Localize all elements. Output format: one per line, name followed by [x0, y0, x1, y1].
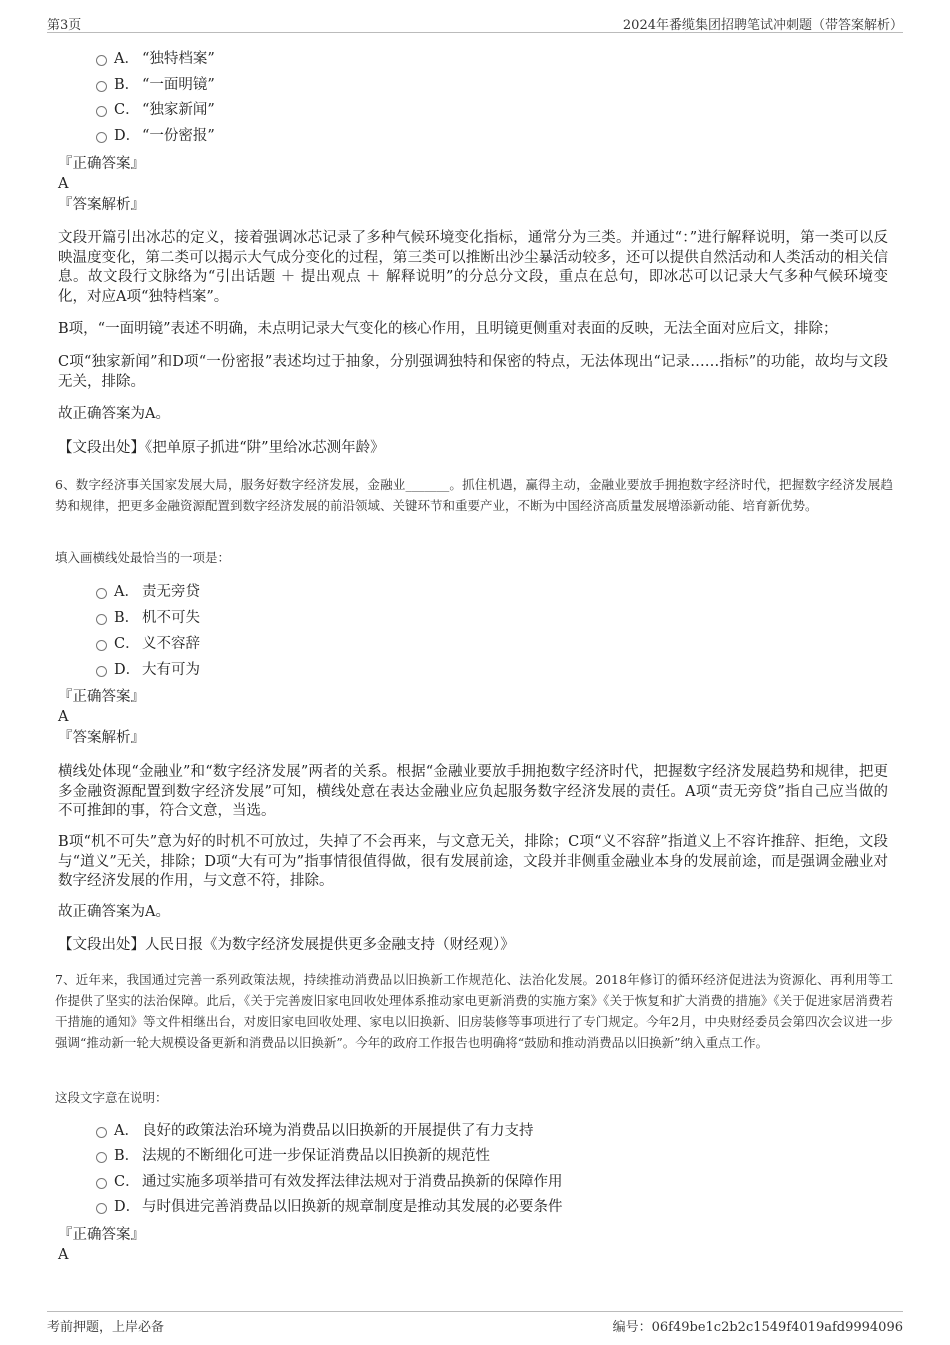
document-title: 2024年番缆集团招聘笔试冲刺题（带答案解析）	[622, 18, 903, 33]
radio-icon[interactable]	[96, 81, 107, 92]
q6-analysis-paragraph: 横线处体现“金融业”和“数字经济发展”两者的关系。根据“金融业要放手拥抱数字经济时代，把握数字经济发展趋势和规律，把更多金融资源配置到数字经济发展”可知，横线处意在表达金融业应负起服务数字经济发展的责任。A项“责无旁贷”指自己应当做的不可推卸的事，符合文意，当选。	[58, 764, 888, 819]
radio-icon[interactable]	[96, 588, 107, 599]
q5-source: 【文段出处】《把单原子抓进“阱”里给冰芯测年龄》	[58, 440, 385, 456]
q7-option-b[interactable]: B． 法规的不断细化可进一步保证消费品以旧换新的规范性	[96, 1146, 490, 1166]
q5-option-a[interactable]: A． “独特档案”	[96, 49, 215, 69]
page-footer	[47, 1311, 903, 1334]
q6-option-b[interactable]: B． 机不可失	[96, 608, 200, 628]
q6-option-d[interactable]: D． 大有可为	[96, 660, 200, 680]
q7-answer-label: 『正确答案』	[58, 1227, 145, 1243]
q6-answer: A	[58, 709, 69, 725]
q5-option-d[interactable]: D． “一份密报”	[96, 126, 215, 146]
q7-answer: A	[58, 1247, 69, 1263]
q6-option-c[interactable]: C． 义不容辞	[96, 634, 200, 654]
radio-icon[interactable]	[96, 666, 107, 677]
q7-option-c[interactable]: C． 通过实施多项举措可有效发挥法律法规对于消费品换新的保障作用	[96, 1172, 563, 1192]
q5-answer: A	[58, 176, 69, 192]
q5-analysis-paragraph: B项，“一面明镜”表述不明确，未点明记录大气变化的核心作用，且明镜更侧重对表面的反映，无法全面对应后文，排除；	[58, 321, 838, 337]
q6-source: 【文段出处】人民日报《为数字经济发展提供更多金融支持（财经观）》	[58, 937, 515, 953]
radio-icon[interactable]	[96, 132, 107, 143]
page-header	[47, 12, 903, 33]
q6-answer-label: 『正确答案』	[58, 689, 145, 705]
q5-answer-label: 『正确答案』	[58, 156, 145, 172]
radio-icon[interactable]	[96, 106, 107, 117]
radio-icon[interactable]	[96, 1178, 107, 1189]
radio-icon[interactable]	[96, 1127, 107, 1138]
radio-icon[interactable]	[96, 1152, 107, 1163]
radio-icon[interactable]	[96, 640, 107, 651]
page-number: 第3页	[47, 18, 82, 33]
q6-analysis-label: 『答案解析』	[58, 730, 145, 746]
q6-question: 6、数字经济事关国家发展大局，服务好数字经济发展，金融业_______。抓住机遇，赢得主动，金融业要放手拥抱数字经济时代，把握数字经济发展趋势和规律，把更多金融资源配置到数字经济发展的前沿领域、关键环节和重要产业，不断为中国经济高质量发展增添新动能、培育新优势。	[55, 477, 893, 513]
q6-analysis-paragraph: B项“机不可失”意为好的时机不可放过，失掉了不会再来，与文意无关，排除；C项“义不容辞”指道义上不容许推辞、拒绝，文段与“道义”无关，排除；D项“大有可为”指事情很值得做，很有发展前途，文段并非侧重金融业本身的发展前途，而是强调金融业对数字经济发展的作用，与文意不符，排除。	[58, 834, 888, 889]
q5-option-b[interactable]: B． “一面明镜”	[96, 75, 215, 95]
q5-option-c[interactable]: C． “独家新闻”	[96, 100, 215, 120]
q5-analysis-paragraph: 文段开篇引出冰芯的定义，接着强调冰芯记录了多种气候环境变化指标，通常分为三类。并通过“：”进行解释说明，第一类可以反映温度变化，第二类可以揭示大气成分变化的过程，第三类可以推断出沙尘暴活动较多，还可以提供自然活动和人类活动的相关信息。故文段行文脉络为“引出话题 ＋ 提出观点 ＋ 解释说明”的分总分文段，重点在总句，即冰芯可以记录大气多种气候环境变化，对应A项“独特档案”。	[58, 230, 888, 305]
q7-option-d[interactable]: D． 与时俱进完善消费品以旧换新的规章制度是推动其发展的必要条件	[96, 1197, 563, 1217]
q5-analysis-paragraph: C项“独家新闻”和D项“一份密报”表述均过于抽象，分别强调独特和保密的特点，无法体现出“记录……指标”的功能，故均与文段无关，排除。	[58, 354, 888, 390]
q6-option-a[interactable]: A． 责无旁贷	[96, 582, 200, 602]
radio-icon[interactable]	[96, 55, 107, 66]
q7-option-a[interactable]: A． 良好的政策法治环境为消费品以旧换新的开展提供了有力支持	[96, 1121, 534, 1141]
q6-prompt: 填入画横线处最恰当的一项是：	[55, 550, 231, 565]
q6-analysis-paragraph: 故正确答案为A。	[58, 904, 170, 920]
q5-analysis-label: 『答案解析』	[58, 197, 145, 213]
q7-prompt: 这段文字意在说明：	[55, 1090, 168, 1105]
q7-question: 7、近年来，我国通过完善一系列政策法规，持续推动消费品以旧换新工作规范化、法治化发展。2018年修订的循环经济促进法为资源化、再利用等工作提供了坚实的法治保障。此后，《关于完善废旧家电回收处理体系推动家电更新消费的实施方案》《关于恢复和扩大消费的措施》《关于促进家居消费若干措施的通知》等文件相继出台，对废旧家电回收处理、家电以旧换新、旧房装修等事项进行了专门规定。今年2月，中央财经委员会第四次会议进一步强调“推动新一轮大规模设备更新和消费品以旧换新”。今年的政府工作报告也明确将“鼓励和推动消费品以旧换新”纳入重点工作。	[55, 972, 893, 1050]
document-id: 编号：06f49be1c2b2c1549f4019afd9994096	[612, 1320, 903, 1335]
footer-slogan: 考前押题，上岸必备	[47, 1320, 165, 1335]
radio-icon[interactable]	[96, 614, 107, 625]
radio-icon[interactable]	[96, 1203, 107, 1214]
q5-analysis-paragraph: 故正确答案为A。	[58, 406, 170, 422]
